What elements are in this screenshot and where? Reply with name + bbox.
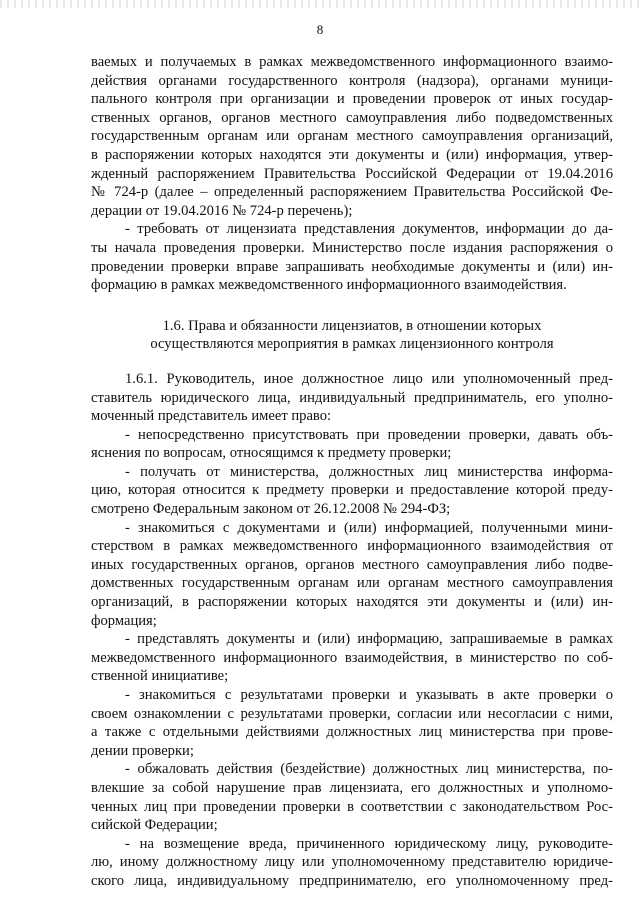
heading-line: осуществляются мероприятия в рамках лицензионного контроля	[150, 336, 554, 353]
text-line: 1.6.1. Руководитель, иное должностное лицо или уполномоченный пред-	[125, 370, 613, 387]
list-item	[91, 760, 613, 834]
spacer	[91, 295, 613, 317]
text-line: - на возмещение вреда, причиненного юридическому лицу, руководите-	[125, 835, 613, 852]
text-line: лю, иному должностному лицу или уполномоченному представителю юридиче-	[91, 854, 613, 871]
text-line: яснения по вопросам, относящимся к предмету проверки;	[91, 445, 452, 462]
text-line: домственных государственным органам или органам местного самоуправления	[91, 575, 613, 592]
text-line: формация;	[91, 612, 157, 629]
text-line: - обжаловать действия (бездействие) должностных лиц министерства, по-	[125, 761, 613, 778]
spacer	[91, 354, 613, 370]
paragraph-require-documents	[91, 220, 613, 294]
text-line: а также с отдельными действиями должностных лиц министерства при прове-	[91, 724, 613, 741]
text-line: ченных лиц при проведении проверки в соответствии с законодательством Рос-	[91, 798, 613, 815]
text-line: организаций, в распоряжении которых находятся эти документы и (или) ин-	[91, 594, 613, 611]
text-line: влекшие за собой нарушение прав лицензиата, его должностных и уполномо-	[91, 779, 613, 796]
text-line: своем ознакомлении с результатами проверки, согласии или несогласии с ними,	[91, 705, 613, 722]
text-line: жденный распоряжением Правительства Российской Федерации от 19.04.2016	[91, 165, 613, 182]
text-line: межведомственного информационного взаимодействия, в министерство по соб-	[91, 649, 613, 666]
scan-perforation-edge	[0, 0, 640, 8]
text-line: сийской Федерации;	[91, 817, 218, 834]
list-item	[91, 519, 613, 631]
text-line: пального контроля при организации и проведении проверок от иных государ-	[91, 91, 613, 108]
list-item	[91, 463, 613, 519]
list-item	[91, 835, 613, 891]
text-line: - представлять документы и (или) информацию, запрашиваемые в рамках	[125, 631, 613, 648]
list-item	[91, 630, 613, 686]
list-item	[91, 686, 613, 760]
text-line: формацию в рамках межведомственного информационного взаимодействия.	[91, 277, 567, 294]
document-body	[91, 53, 613, 891]
text-line: - получать от министерства, должностных лиц министерства информа-	[125, 463, 613, 480]
page-number: 8	[316, 22, 324, 37]
heading-line: 1.6. Права и обязанности лицензиатов, в отношении которых	[162, 317, 542, 334]
text-line: ты начала проведения проверки. Министерство после издания распоряжения о	[91, 239, 613, 256]
text-line: смотрено Федеральным законом от 26.12.2008 № 294-ФЗ;	[91, 501, 451, 518]
text-line: действия органами государственного контроля (надзора), органами муници-	[91, 72, 613, 89]
text-line: ственных органов, органов местного самоуправления либо подведомственных	[91, 109, 613, 126]
paragraph-1-6-1	[91, 370, 613, 426]
text-line: ственной инициативе;	[91, 668, 229, 685]
text-line: № 724-р (далее – определенный распоряжением Правительства Российской Фе-	[91, 184, 613, 201]
text-line: ставитель юридического лица, индивидуальный предприниматель, его уполно-	[91, 389, 613, 406]
text-line: ского лица, индивидуальному предпринимателю, его уполномоченному пред-	[91, 872, 613, 889]
text-line: проведении проверки вправе запрашивать необходимые документы и (или) ин-	[91, 258, 613, 275]
text-line: в распоряжении которых находятся эти документы и (или) информация, утвер-	[91, 146, 613, 163]
text-line: цию, которая относится к предмету проверки и предоставление которой преду-	[91, 482, 613, 499]
section-heading	[91, 317, 613, 354]
text-line: - знакомиться с документами и (или) информацией, полученными мини-	[125, 519, 613, 536]
text-line: дении проверки;	[91, 742, 194, 759]
text-line: моченный представитель имеет право:	[91, 408, 332, 425]
text-line: дерации от 19.04.2016 № 724-р перечень);	[91, 202, 353, 219]
text-line: иных государственных органов, органов местного самоуправления либо подве-	[91, 556, 613, 573]
text-line: - непосредственно присутствовать при проведении проверки, давать объ-	[125, 426, 613, 443]
paragraph-continuation	[91, 53, 613, 220]
text-line: государственным органам или органам местного самоуправления организаций,	[91, 128, 613, 145]
text-line: стерством в рамках межведомственного информационного взаимодействия от	[91, 538, 613, 555]
text-line: - знакомиться с результатами проверки и указывать в акте проверки о	[125, 687, 613, 703]
list-item	[91, 426, 613, 463]
text-line: ваемых и получаемых в рамках межведомственного информационного взаимо-	[91, 54, 613, 70]
text-line: - требовать от лицензиата представления документов, информации до да-	[125, 221, 613, 238]
